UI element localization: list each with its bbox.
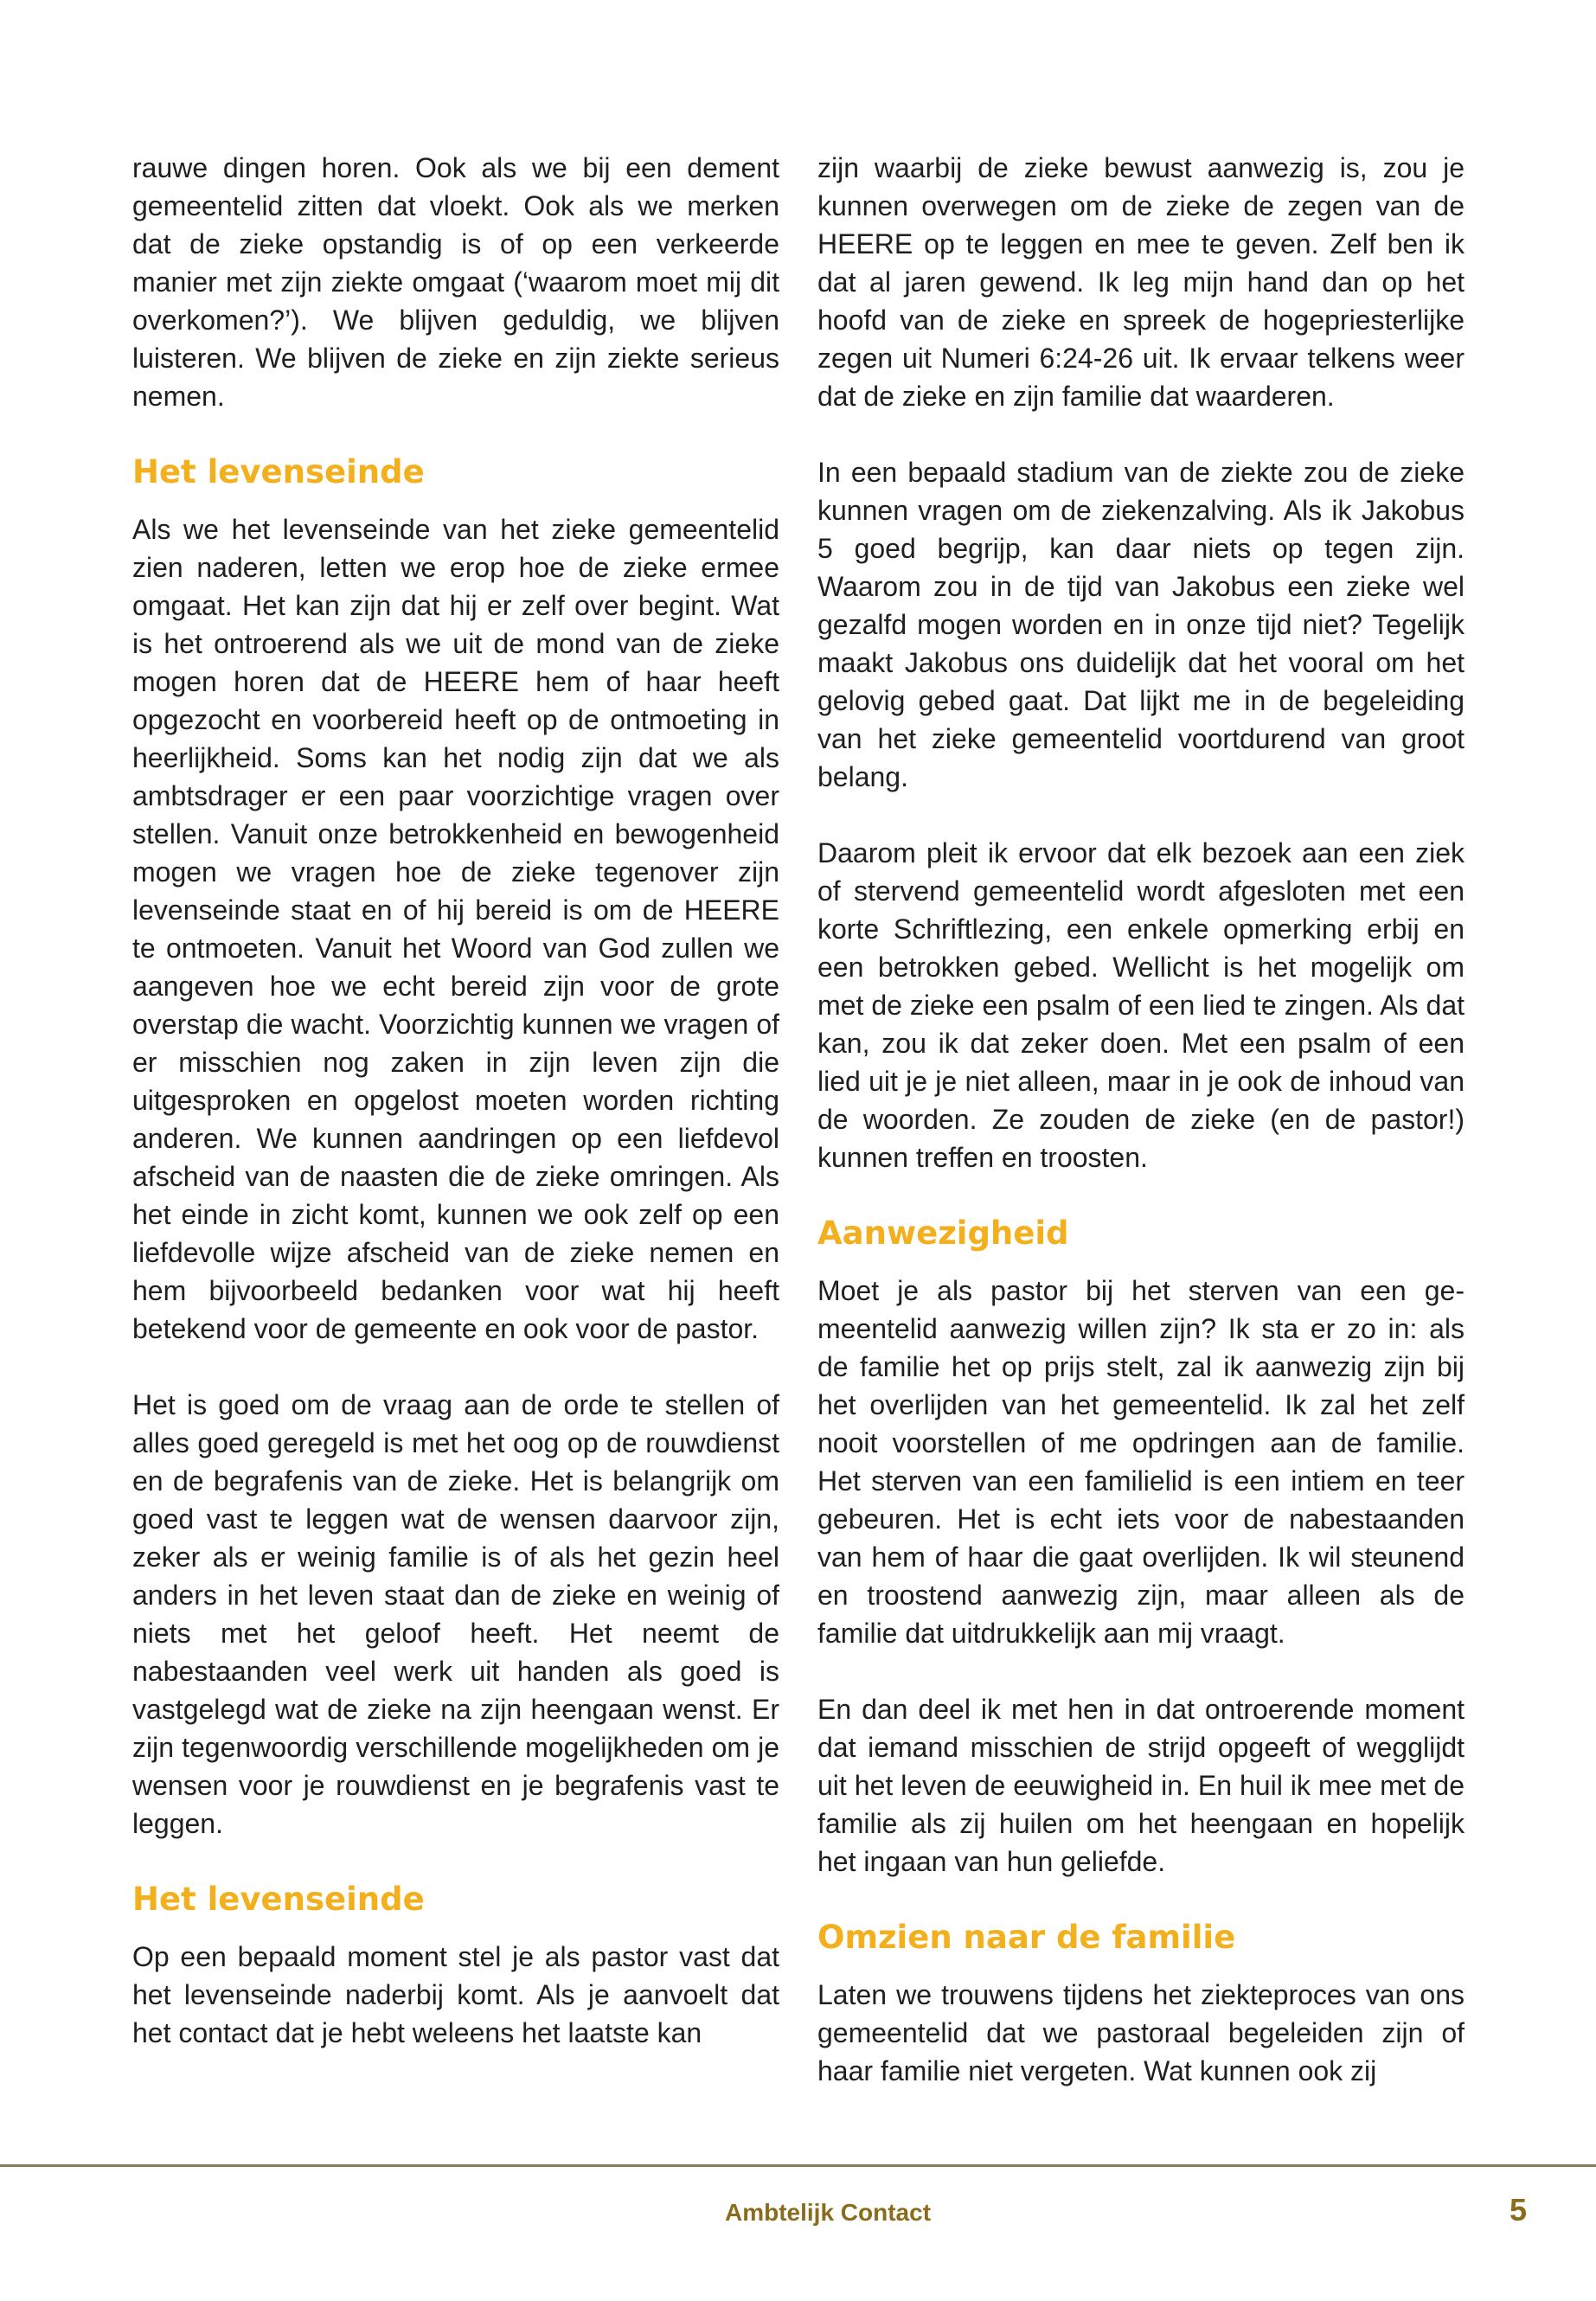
publication-title: Ambtelijk Contact — [725, 2199, 932, 2226]
section-heading: Het levenseinde — [132, 1881, 425, 1918]
paragraph: zijn waarbij de zieke bewust aanwezig is, zou je kunnen overwegen om de zieke de zegen van de HEERE op te leggen en mee te geven. Zelf ben ik dat al jaren gewend. Ik leg mijn hand dan op het hoofd van de zieke en spreek de hogepriesterlijke zegen uit Numeri 6:24-26 uit. Ik ervaar telkens weer dat de zieke en zijn familie dat waarderen. — [817, 152, 1465, 412]
paragraph: En dan deel ik met hen in dat ontroerende moment dat iemand misschien de strijd opgeeft of wegglijdt uit het leven de eeuwigheid in. En huil ik mee met de familie als zij huilen om het heengaan en hopelijk het ingaan van hun geliefde. — [817, 1694, 1465, 1877]
section-heading: Aanwezigheid — [817, 1215, 1069, 1252]
paragraph: Daarom pleit ik ervoor dat elk bezoek aan een ziek of stervend gemeentelid wordt afgesloten met een korte Schriftlezing, een enkele opmerking erbij en een betrokken gebed. Wellicht is het mogelijk om met de zieke een psalm of een lied te zingen. Als dat kan, zou ik dat zeker doen. Met een psalm of een lied uit je je niet alleen, maar in je ook de inhoud van de woorden. Ze zouden de zieke (en de pastor!) kunnen treffen en troosten. — [817, 837, 1465, 1173]
paragraph: Laten we trouwens tijdens het ziekteproces van ons gemeentelid dat we pastoraal begeleiden zijn of haar familie niet vergeten. Wat kunnen ook zij — [817, 1979, 1465, 2086]
left-column — [132, 149, 779, 2052]
paragraph: Moet je als pastor bij het sterven van een gemeentelid aanwezig willen zijn? Ik sta er zo in: als de familie het op prijs stelt, zal ik aanwezig zijn bij het overlijden van het gemeentelid. Ik zal het zelf nooit voorstellen of me opdringen aan de familie. Het sterven van een familielid is een intiem en teer gebeuren. Het is echt iets voor de nabestaanden van hem of haar die gaat overlijden. Ik wil steunend en troostend aanwezig zijn, maar alleen als de familie dat uitdrukkelijk aan mij vraagt. — [817, 1275, 1465, 1649]
section-heading: Het levenseinde — [132, 453, 425, 490]
paragraph: Als we het levenseinde van het zieke gemeentelid zien naderen, letten we erop hoe de zieke ermee omgaat. Het kan zijn dat hij er zelf over begint. Wat is het ontroerend als we uit de mond van de zieke mogen horen dat de HEERE hem of haar heeft opgezocht en voorbereid heeft op de ontmoeting in heerlijkheid. Soms kan het nodig zijn dat we als ambtsdrager er een paar voorzichtige vragen over stellen. Vanuit onze betrokkenheid en bewogenheid mogen we vragen hoe de zieke tegenover zijn levenseinde staat en of hij bereid is om de HEERE te ontmoeten. Vanuit het Woord van God zullen we aangeven hoe we echt bereid zijn voor de grote overstap die wacht. Voorzichtig kunnen we vragen of er misschien nog zaken in zijn leven zijn die uitgesproken en opgelost moeten worden richting anderen. We kunnen aandringen op een liefdevol afscheid van de naasten die de zieke omringen. Als het einde in zicht komt, kunnen we ook zelf op een liefdevolle wijze afscheid van de zieke nemen en hem bijvoorbeeld bedanken voor wat hij heeft betekend voor de gemeente en ook voor de pastor. — [132, 514, 779, 1344]
page-number: 5 — [1509, 2192, 1527, 2227]
right-column — [817, 149, 1465, 2090]
paragraph: Het is goed om de vraag aan de orde te stellen of alles goed geregeld is met het oog op de rouwdienst en de begrafenis van de zieke. Het is belangrijk om goed vast te leggen wat de wensen daarvoor zijn, zeker als er weinig familie is of als het gezin heel anders in het leven staat dan de zieke en weinig of niets met het geloof heeft. Het neemt de nabestaanden veel werk uit handen als goed is vastgelegd wat de zieke na zijn heengaan wenst. Er zijn tegenwoordig verschillende mogelijkheden om je wensen voor je rouwdienst en je begrafenis vast te leggen. — [132, 1389, 779, 1839]
paragraph: Op een bepaald moment stel je als pastor vast dat het levenseinde naderbij komt. Als je aanvoelt dat het contact dat je hebt weleens het laatste kan — [132, 1941, 779, 2048]
paragraph: rauwe dingen horen. Ook als we bij een dement gemeentelid zitten dat vloekt. Ook als we merken dat de zieke opstandig is of op een verkeerde manier met zijn ziekte omgaat (‘waarom moet mij dit overkomen?’). We blijven geduldig, we blijven luisteren. We blijven de zieke en zijn ziekte serieus nemen. — [132, 152, 779, 412]
section-heading: Omzien naar de familie — [817, 1919, 1236, 1956]
paragraph: In een bepaald stadium van de ziekte zou de zieke kunnen vragen om de ziekenzalving. Als ik Jakobus 5 goed begrijp, kan daar niets op tegen zijn. Waarom zou in de tijd van Jakobus een zieke wel gezalfd mogen worden en in onze tijd niet? Tegelijk maakt Jakobus ons duidelijk dat het vooral om het gelovig gebed gaat. Dat lijkt me in de begeleiding van het zieke gemeentelid voortdurend van groot belang. — [817, 457, 1465, 792]
footer-rule — [0, 2164, 1596, 2167]
